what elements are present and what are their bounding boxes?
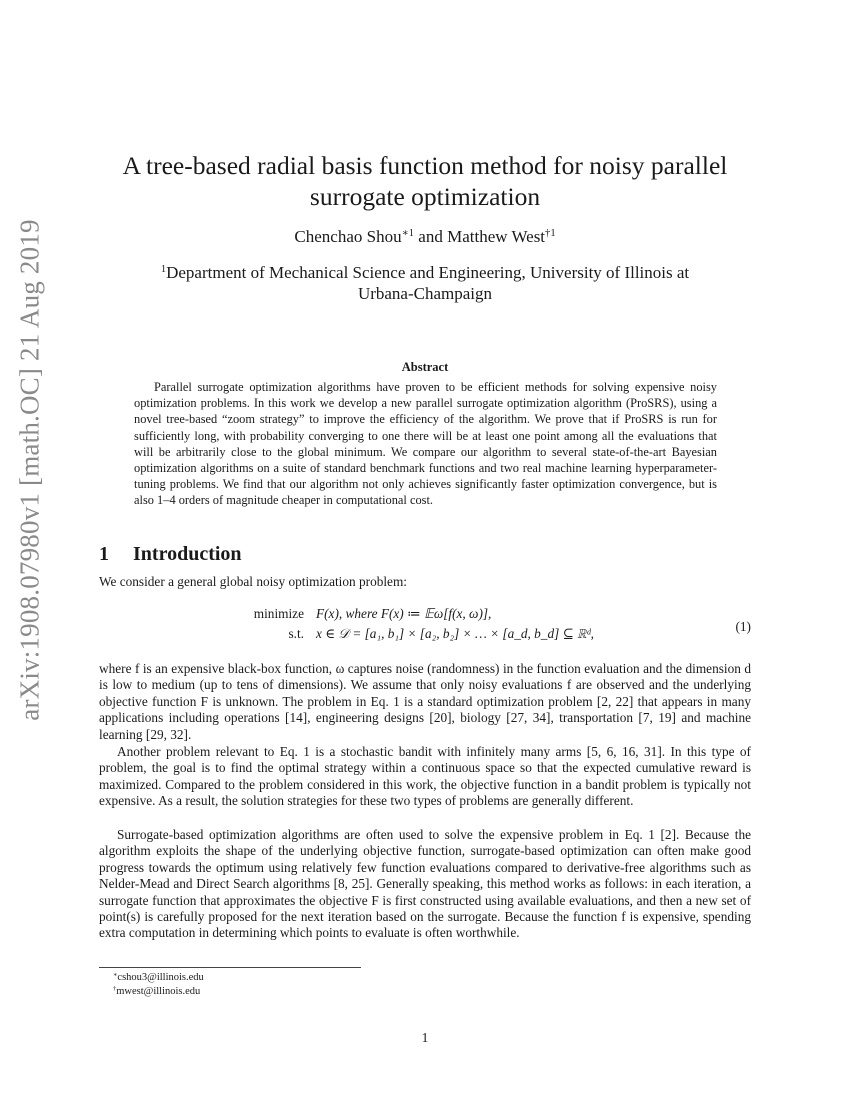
author-name: Matthew West xyxy=(447,227,546,246)
title-line-1: A tree-based radial basis function method for noisy parallel xyxy=(122,151,728,180)
affiliation xyxy=(100,262,750,304)
author-footnote-mark: †1 xyxy=(545,228,556,240)
section-heading-introduction xyxy=(99,543,242,566)
arxiv-identifier-stamp xyxy=(10,219,50,721)
abstract-text: Parallel surrogate optimization algorithms have proven to be efficient methods for solving expensive noisy optimization problems. In this work we develop a new parallel surrogate optimization algorithm (ProSRS), using a novel tree-based “zoom strategy” to improve the efficiency of the algorithm. We prove that if ProSRS is run for sufficiently long, with probability converging to one there will be at least one point among all the evaluations that will be arbitrarily close to the global minimum. We compare our algorithm to several state-of-the-art Bayesian optimization algorithms on a suite of standard benchmark functions and two real machine learning hyperparameter-tuning problems. We find that our algorithm not only achieves significantly faster optimization convergence, but is also 1–4 orders of magnitude cheaper in computational cost. xyxy=(134,380,717,508)
author-connector: and xyxy=(414,227,448,246)
equation-objective-expr: F(x), where F(x) ≔ 𝔼ω[f(x, ω)], xyxy=(316,606,492,621)
footnote-mark: ∗ xyxy=(113,971,118,979)
author-list xyxy=(100,227,750,247)
affiliation-line-2: Urbana-Champaign xyxy=(357,284,493,303)
equation-line-objective xyxy=(99,604,751,624)
body-paragraph: where f is an expensive black-box function, ω captures noise (randomness) in the function evaluation and the dimension d is low to medium (up to tens of dimensions). We assume that only noisy evaluations f are observed and the underlying objective function F is unknown. The problem in Eq. 1 is a standard optimization problem [2, 22] that appears in many applications including operations [14], engineering designs [20], biology [27, 34], transportation [7, 19] and machine learning [29, 32]. xyxy=(99,661,751,742)
page-number: 1 xyxy=(421,1030,429,1045)
section-number: 1 xyxy=(99,543,109,565)
body-paragraph: Another problem relevant to Eq. 1 is a stochastic bandit with infinitely many arms [5, 6, 16, 31]. In this type of problem, the goal is to find the optimal strategy within a continuous space so that the expected cumulative reward is maximized. Compared to the problem considered in this work, the objective function in a bandit problem is typically not expensive. As a result, the solution strategies for these two types of problems are generally different. xyxy=(99,744,751,809)
paper-title xyxy=(100,150,750,212)
footnote-divider xyxy=(99,967,361,968)
section-title: Introduction xyxy=(133,543,242,565)
footnotes xyxy=(113,971,204,999)
equation-constraint-expr: x ∈ 𝒟 = [a₁, b₁] × [a₂, b₂] × … × [a_d, b_d] ⊆ ℝᵈ, xyxy=(316,626,594,641)
footnote-email[interactable]: mwest@illinois.edu xyxy=(116,986,201,997)
author-footnote-mark: ∗1 xyxy=(401,228,415,240)
footnote-item xyxy=(113,985,204,999)
affiliation-mark: 1 xyxy=(160,264,167,276)
abstract-heading: Abstract xyxy=(401,360,449,374)
equation-label-minimize: minimize xyxy=(253,606,304,621)
footnote-mark: † xyxy=(113,985,117,993)
equation-label-st: s.t. xyxy=(288,626,304,641)
title-line-2: surrogate optimization xyxy=(309,182,541,211)
footnote-item xyxy=(113,971,204,985)
footnote-email[interactable]: cshou3@illinois.edu xyxy=(117,972,204,983)
equation-line-constraint xyxy=(99,624,751,644)
equation-number: (1) xyxy=(735,619,751,634)
author-name: Chenchao Shou xyxy=(294,227,402,246)
intro-lead-paragraph: We consider a general global noisy optimization problem: xyxy=(99,574,407,589)
body-paragraph: Surrogate-based optimization algorithms are often used to solve the expensive problem in Eq. 1 [2]. Because the algorithm exploits the shape of the underlying objective function, surrogate-based optimization can often make good progress towards the optimum using relatively few function evaluations compared to derivative-free algorithms such as Nelder-Mead and Direct Search algorithms [8, 25]. Generally speaking, this method works as follows: in each iteration, a surrogate function that approximates the objective F is first constructed using available evaluations, and then a new set of point(s) is carefully proposed for the next iteration based on the surrogate. Because the function f is expensive, spending extra computation in determining which points to evaluate is often worthwhile. xyxy=(99,827,751,941)
equation-1 xyxy=(99,604,751,654)
affiliation-line-1: Department of Mechanical Science and Engineering, University of Illinois at xyxy=(166,263,690,282)
arxiv-id-text: arXiv:1908.07980v1 [math.OC] 21 Aug 2019 xyxy=(14,219,45,721)
